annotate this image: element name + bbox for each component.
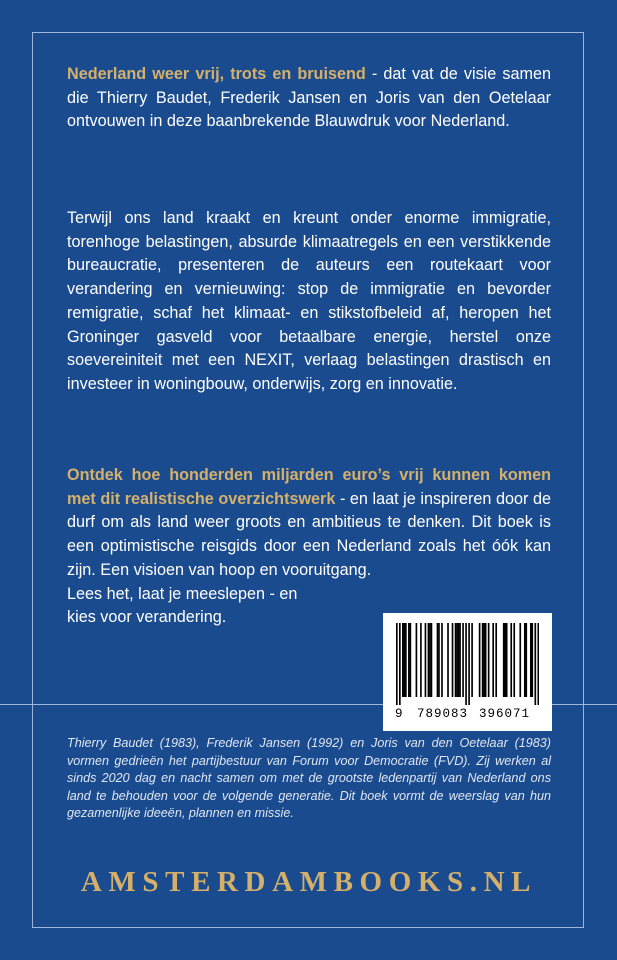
barcode-bars <box>396 623 539 705</box>
barcode-bar <box>534 623 536 705</box>
blurb-text-1: - dat vat de visie samen die Thierry Baudet, Frederik Jansen en Joris van den Oetelaar ontvouwen in deze baanbrekende Blauwdruk voor Nederland. <box>67 65 551 131</box>
blurb-paragraph-1 <box>67 63 551 134</box>
barcode-bar <box>513 623 515 697</box>
barcode-bar <box>458 623 460 697</box>
blurb-paragraph-3 <box>67 464 551 630</box>
barcode-bar <box>408 623 410 697</box>
barcode-bar <box>399 623 401 705</box>
barcode-bar <box>420 623 422 697</box>
author-bio: Thierry Baudet (1983), Frederik Jansen (1992) en Joris van den Oetelaar (1983) vormen gedrieën het partijbestuur van Forum voor Democratie (FVD). Zij werken al sinds 2020 dag en nacht samen om met de grootste ledenpartij van Nederland ons land te behouden voor de volgende generatie. Dit boek vormt de weerslag van hun gezamenlijke ideeën, plannen en missie. <box>67 736 551 820</box>
barcode-bar <box>510 623 512 697</box>
isbn-group-1: 789083 <box>417 707 469 721</box>
barcode-bar <box>431 623 433 697</box>
barcode-bar <box>519 623 521 697</box>
barcode-bar <box>479 623 481 697</box>
blurb-highlight-2: Ontdek hoe honderden miljarden euro’s vrij kunnen komen met dit realistische overzichtswerk <box>67 466 551 508</box>
blurb-text-3: - en laat je inspireren door de durf om als land weer groots en ambitieus te denken. Dit boek is een optimistische reisgids door een Nederland zoals het óók kan zijn. Een visioen van hoop en vooruitgang. <box>67 489 552 579</box>
barcode-bar <box>438 623 440 697</box>
isbn-group-2: 396071 <box>479 707 531 721</box>
publisher-website: AMSTERDAMBOOKS.NL <box>80 866 538 898</box>
blurb-closing-line-2: kies voor verandering. <box>67 608 227 627</box>
barcode-bar <box>537 623 539 705</box>
barcode-bar <box>405 623 407 697</box>
barcode-bar <box>396 623 398 705</box>
barcode-bar <box>495 623 497 697</box>
blurb-paragraph-2: Terwijl ons land kraakt en kreunt onder enorme immigratie, torenhoge belastingen, absurde klimaatregels en een verstikkende bureaucratie, presenteren de auteurs een routekaart voor verandering en vernieuwing: stop de immigratie en bevorder remigratie, schaf het klimaat- en stikstofbeleid af, heropen het Groninger gasveld voor betaalbare energie, herstel onze soevereiniteit met een NEXIT, verlaag belastingen drastisch en investeer in woningbouw, onderwijs, zorg en innovatie. <box>67 209 551 393</box>
barcode-bar <box>530 623 532 697</box>
barcode-bar <box>492 623 494 697</box>
barcode-bar <box>425 623 427 697</box>
barcode-bar <box>471 623 473 697</box>
barcode-bar <box>525 623 527 697</box>
barcode-bar <box>483 623 485 697</box>
isbn-first-digit: 9 <box>395 707 403 721</box>
barcode-bar <box>441 623 443 697</box>
barcode-bar <box>459 623 461 697</box>
barcode-bar <box>462 623 464 697</box>
barcode-bar <box>506 623 508 697</box>
barcode-bar <box>455 623 457 697</box>
barcode-bar <box>503 623 505 697</box>
barcode-bar <box>447 623 449 697</box>
isbn-barcode <box>383 613 552 731</box>
barcode-bar <box>531 623 533 697</box>
barcode-bar <box>402 623 404 697</box>
barcode-bar <box>468 623 470 705</box>
barcode-bar <box>482 623 484 697</box>
barcode-bar <box>404 623 406 697</box>
barcode-bar <box>416 623 418 697</box>
barcode-bar <box>456 623 458 697</box>
barcode-bar <box>524 623 526 697</box>
barcode-bar <box>488 623 490 697</box>
barcode-bar <box>504 623 506 697</box>
barcode-bar <box>465 623 467 705</box>
barcode-bar <box>428 623 430 697</box>
barcode-bar <box>410 623 412 697</box>
barcode-bar <box>437 623 439 697</box>
barcode-bar <box>429 623 431 697</box>
barcode-bar <box>485 623 487 697</box>
blurb-closing-line-1: Lees het, laat je meeslepen - en <box>67 584 298 603</box>
barcode-bar <box>452 623 454 697</box>
blurb-highlight-1: Nederland weer vrij, trots en bruisend <box>67 65 366 83</box>
